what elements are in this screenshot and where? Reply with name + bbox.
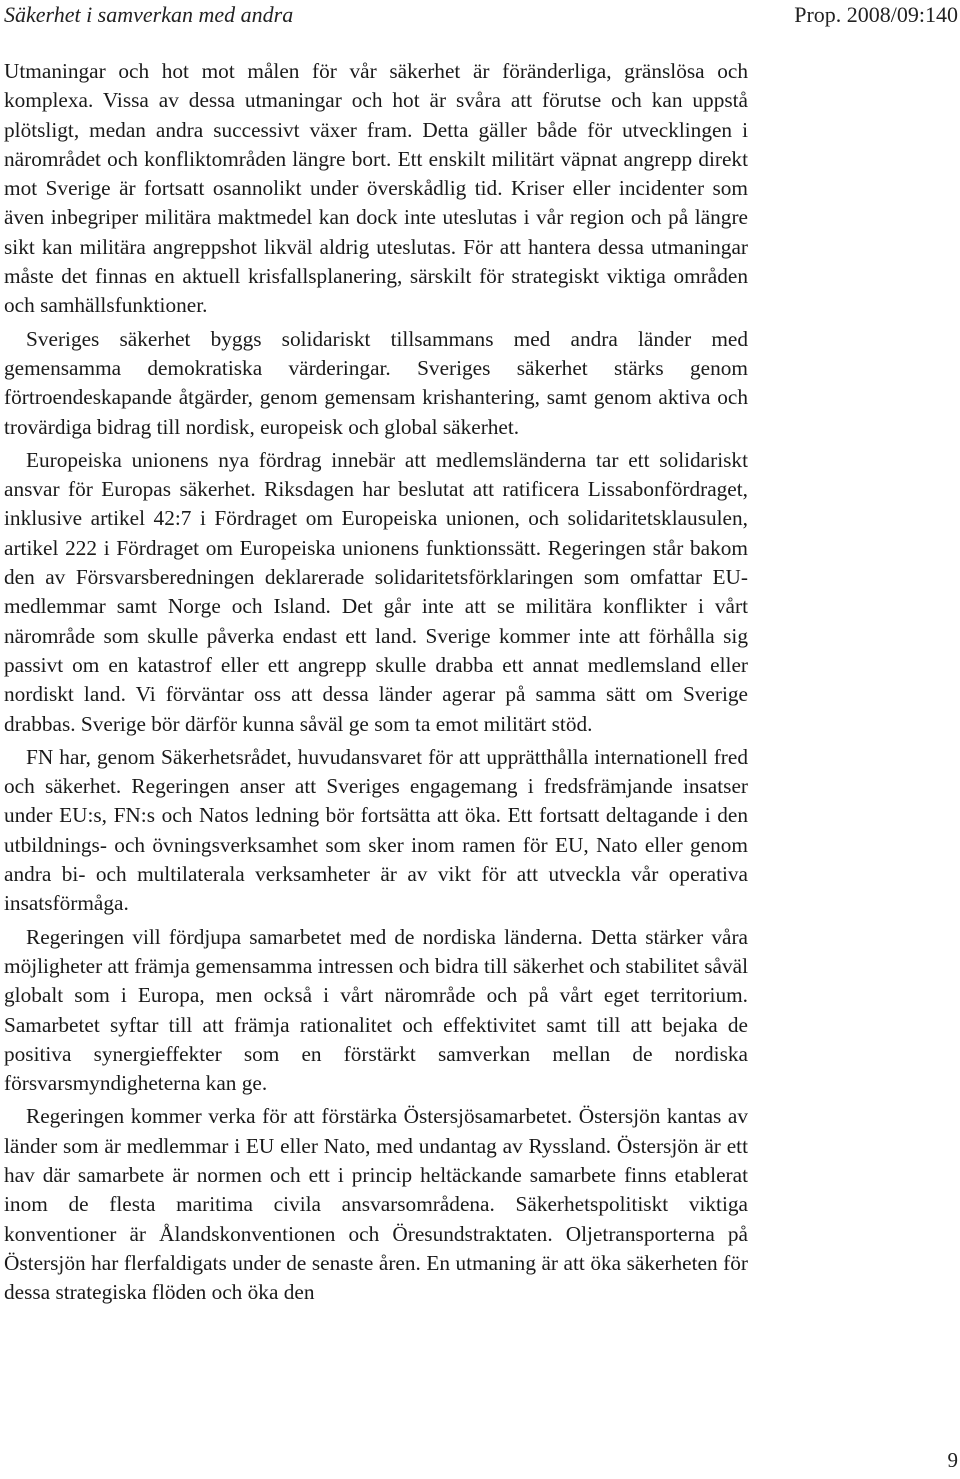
proposition-number: Prop. 2008/09:140 [794, 2, 958, 27]
paragraph: Regeringen kommer verka för att förstärka Östersjösamarbetet. Östersjön kantas av länder som är medlemmar i EU eller Nato, med undantag av Ryssland. Östersjön är ett hav där samarbete är normen och ett i princip heltäckande samarbete finns etablerat inom de flesta maritima civila ansvarsområdena. Säkerhetspolitiskt viktiga konventioner är Ålandskonventionen och Öresundstraktaten. Oljetransporterna på Östersjön har flerfaldigats under de senaste åren. En utmaning är att öka säkerheten för dessa strategiska flöden och öka den [4, 1104, 748, 1305]
running-title: Säkerhet i samverkan med andra [4, 2, 294, 27]
paragraph: Europeiska unionens nya fördrag innebär att medlemsländerna tar ett solidariskt ansvar för Europas säkerhet. Riksdagen har beslutat att ratificera Lissabonfördraget, inklusive artikel 42:7 i Fördraget om Europeiska unionen, och solidaritetsklausulen, artikel 222 i Fördraget om Europeiska unionens funktionssätt. Regeringen står bakom den av Försvarsberedningen deklarerade solidaritetsförklaringen som omfattar EU-medlemmar samt Norge och Island. Det går inte att se militära konflikter i vårt närområde som skulle påverka endast ett land. Sverige kommer inte att förhålla sig passivt om en katastrof eller ett angrepp skulle drabba ett annat medlemsland eller nordiskt land. Vi förväntar oss att dessa länder agerar på samma sätt om Sverige drabbas. Sverige bör därför kunna såväl ge som ta emot militärt stöd. [4, 447, 748, 736]
page-number: 9 [947, 1448, 958, 1472]
paragraph: Regeringen vill fördjupa samarbetet med de nordiska länderna. Detta stärker våra möjligheter att främja gemensamma intressen och bidra till säkerhet och stabilitet såväl globalt som i Europa, men också i vårt närområde och på vårt eget territorium. Samarbetet syftar till att främja rationalitet och effektivitet samt till att bejaka de positiva synergieffekter som en förstärkt samverkan mellan de nordiska försvarsmyndigheterna kan ge. [4, 924, 748, 1096]
page-header [0, 0, 960, 40]
document-body [4, 57, 748, 1311]
paragraph: FN har, genom Säkerhetsrådet, huvudansvaret för att upprätthålla internationell fred och säkerhet. Regeringen anser att Sveriges engagemang i fredsfrämjande insatser under EU:s, FN:s och Natos ledning bör fortsätta att öka. Ett fortsatt deltagande i den utbildnings- och övningsverksamhet som sker inom ramen för EU, Nato eller genom andra bi- och multilaterala verksamheter är av vikt för att utveckla vår operativa insatsförmåga. [4, 744, 748, 916]
paragraph: Sveriges säkerhet byggs solidariskt tillsammans med andra länder med gemensamma demokratiska värderingar. Sveriges säkerhet stärks genom förtroendeskapande åtgärder, genom gemensam krishantering, samt genom aktiva och trovärdiga bidrag till nordisk, europeisk och global säkerhet. [4, 326, 748, 439]
paragraph: Utmaningar och hot mot målen för vår säkerhet är föränderliga, gränslösa och komplexa. Vissa av dessa utmaningar och hot är svåra att förutse och kan uppstå plötsligt, medan andra successivt växer fram. Detta gäller både för utvecklingen i närområdet och konfliktområden längre bort. Ett enskilt militärt väpnat angrepp direkt mot Sverige är fortsatt osannolikt under överskådlig tid. Kriser eller incidenter som även inbegriper militära maktmedel kan dock inte uteslutas i vår region och på längre sikt kan militära angreppshot likväl aldrig uteslutas. För att hantera dessa utmaningar måste det finnas en aktuell krisfallsplanering, särskilt för strategiskt viktiga områden och samhällsfunktioner. [4, 59, 748, 318]
